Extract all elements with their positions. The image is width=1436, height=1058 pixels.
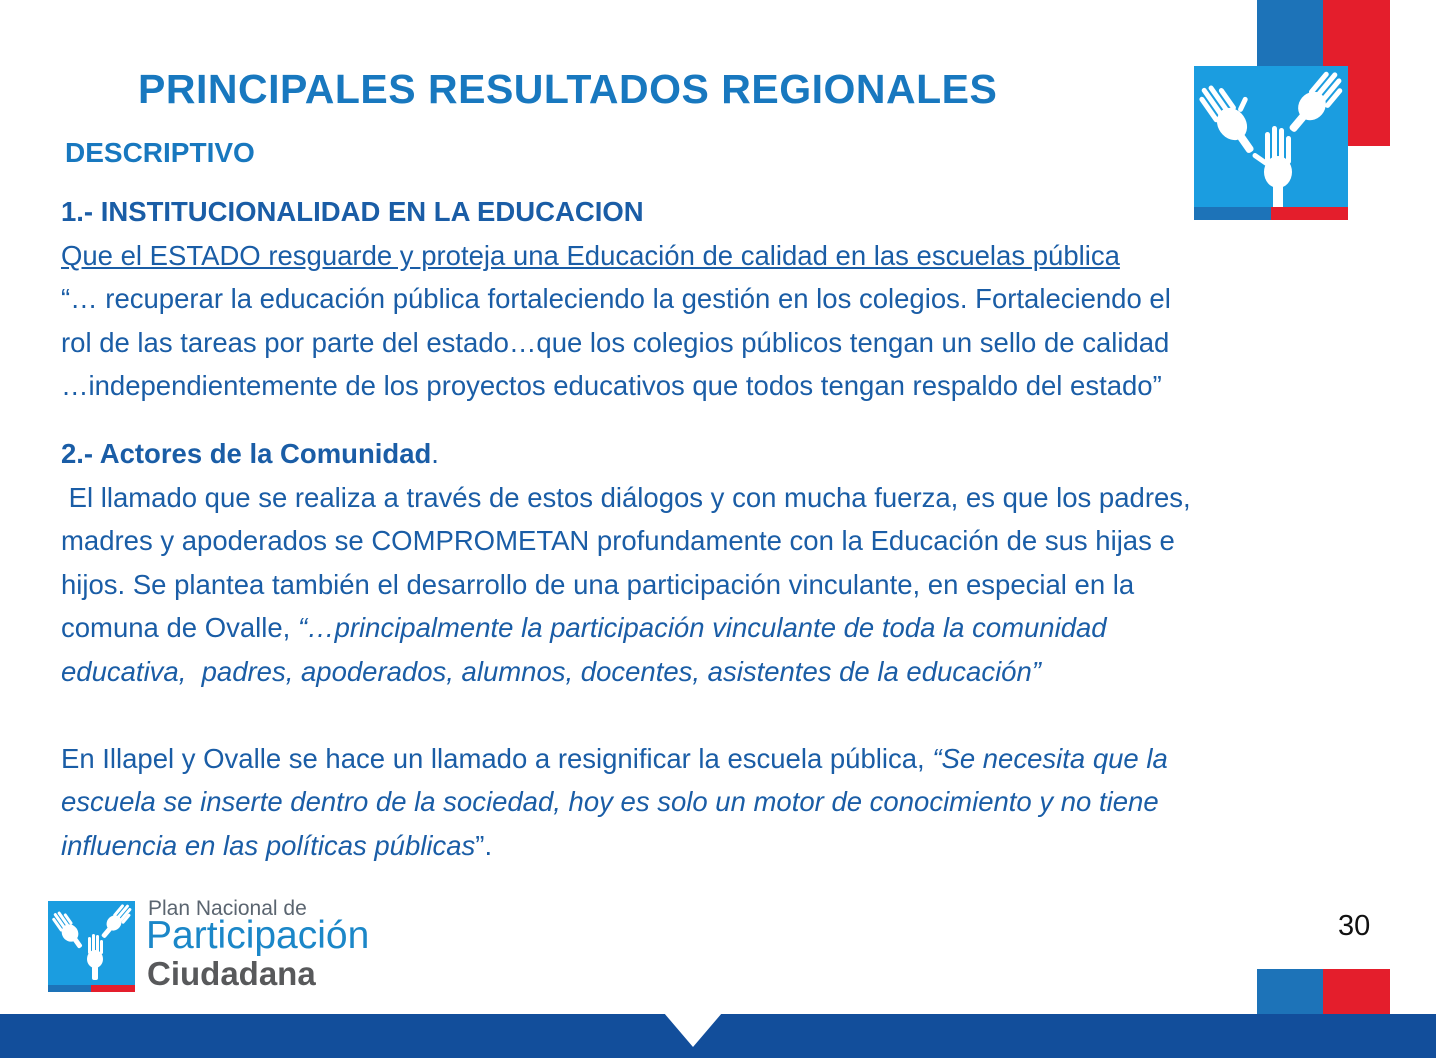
page-number: 30 [1338,910,1371,942]
logo-text-ciudadana: Ciudadana [147,955,316,992]
section1-subheading: Que el ESTADO resguarde y proteja una Educación de calidad en las escuelas pública [61,239,1120,271]
section1-quote-line: “… recuperar la educación pública fortaleciendo la gestión en los colegios. Fortaleciendo el [61,283,1171,314]
section2-heading-line [61,432,1401,476]
section2-text: comuna de Ovalle, [61,612,298,643]
logo-hands-icon [48,901,135,986]
page-subtitle: DESCRIPTIVO [65,137,255,168]
logo-text-participacion: Participación [146,914,370,957]
footer-notch-icon [664,1013,722,1049]
section-actores-comunidad [61,432,1401,867]
paragraph-spacer [61,693,1401,737]
section2-text: En Illapel y Ovalle se hace un llamado a resignificar la escuela pública, [61,742,933,774]
section2-quote: influencia en las políticas públicas [61,829,476,861]
section-institucionalidad [61,190,1401,408]
section2-text: ”. [475,829,493,861]
logo-text-plan: Plan Nacional de [148,897,307,920]
section2-paragraph-line: hijos. Se plantea también el desarrollo de una participación vinculante, en especial en la [61,568,1135,600]
section2-paragraph-line: El llamado que se realiza a través de estos diálogos y con mucha fuerza, es que los padres, [61,481,1191,513]
logo-flag-strip [48,979,135,986]
section2-paragraph-line [61,606,1401,650]
section2-paragraph-line: madres y apoderados se COMPROMETAN profundamente con la Educación de sus hijas e [61,525,1175,556]
section2-quote: “…principalmente la participación vinculante de toda la comunidad [297,612,1107,643]
section2-heading-period: . [431,438,439,469]
section2-heading: 2.- Actores de la Comunidad [61,438,432,469]
section1-heading: 1.- INSTITUCIONALIDAD EN LA EDUCACION [61,196,644,227]
section2-paragraph-line [61,737,1401,781]
page-title: PRINCIPALES RESULTADOS REGIONALES [138,66,998,112]
section1-quote-line: …independientemente de los proyectos educativos que todos tengan respaldo del estado” [61,370,1162,401]
section2-paragraph-line [61,824,1401,868]
bottom-red-tab [1323,969,1390,1014]
section2-quote: “Se necesita que la [932,742,1168,774]
section2-quote-line: escuela se inserte dentro de la sociedad, hoy es solo un motor de conocimiento y no tiene [61,786,1159,817]
section1-quote-line: rol de las tareas por parte del estado…que los colegios públicos tengan un sello de calidad [61,326,1170,358]
section2-quote-line: educativa, padres, apoderados, alumnos, docentes, asistentes de la educación” [61,655,1041,687]
bottom-blue-tab [1257,969,1323,1014]
